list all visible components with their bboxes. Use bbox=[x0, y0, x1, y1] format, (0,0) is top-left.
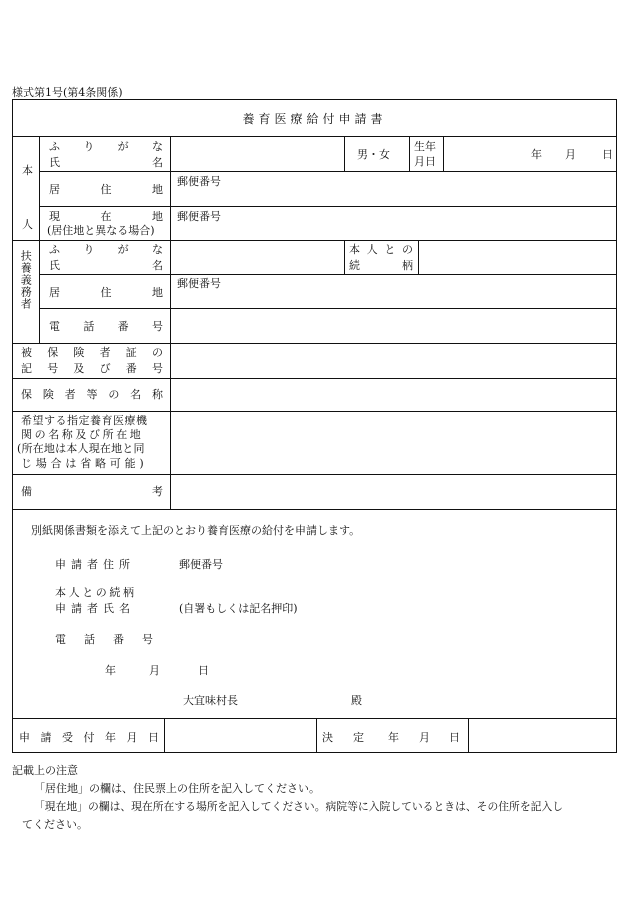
application-statement: 別紙関係書類を添えて上記のとおり養育医療の給付を申請します。 bbox=[31, 524, 361, 537]
honnin-postal-label: 郵便番号 bbox=[177, 175, 221, 188]
form-number: 様式第1号(第4条関係) bbox=[12, 86, 123, 99]
applicant-address-postal: 郵便番号 bbox=[179, 558, 223, 571]
honnin-label-2: 人 bbox=[22, 218, 33, 231]
note-residence: 「居住地」の欄は、住民票上の住所を記入してください。 bbox=[34, 782, 320, 795]
decided-label-2: 定 bbox=[353, 731, 364, 744]
honnin-furigana-label: ふ り が な bbox=[49, 140, 163, 153]
addressee-honorific: 殿 bbox=[351, 694, 362, 707]
hospital-label-3: (所在地は本人現在地と同 bbox=[17, 442, 145, 455]
birth-month-unit: 月 bbox=[565, 148, 576, 161]
honnin-current-label: 現 在 地 bbox=[49, 210, 163, 223]
hospital-label-1: 希望する指定養育医療機 bbox=[21, 414, 148, 427]
birth-label-1: 生年 bbox=[414, 140, 436, 153]
application-date-month: 月 bbox=[149, 664, 160, 677]
applicant-phone-label: 電 話 番 号 bbox=[55, 633, 153, 646]
fuyou-furigana-label: ふ り が な bbox=[49, 243, 163, 256]
form-title: 養育医療給付申請書 bbox=[242, 112, 387, 126]
applicant-relation-label: 本人との続柄 bbox=[55, 586, 137, 599]
fuyou-relation-label-1: 本 人 と の bbox=[349, 243, 413, 256]
note-current-location-cont: てください。 bbox=[22, 818, 88, 831]
insurance-number-label-2: 記 号 及 び 番 号 bbox=[21, 362, 163, 375]
insurer-name-label: 保 険 者 等 の 名 称 bbox=[21, 388, 163, 401]
hospital-label-2: 関の名称及び所在地 bbox=[21, 428, 144, 441]
application-form-table bbox=[12, 99, 617, 753]
applicant-name-note: (自署もしくは記名押印) bbox=[179, 602, 298, 615]
application-date-day: 日 bbox=[198, 664, 209, 677]
received-date-label: 申 請 受 付 年 月 日 bbox=[19, 731, 159, 744]
fuyou-residence-label: 居 住 地 bbox=[49, 286, 163, 299]
honnin-current-note: (居住地と異なる場合) bbox=[47, 224, 155, 237]
decided-label: 決 bbox=[322, 731, 333, 744]
decided-day-unit: 日 bbox=[449, 731, 460, 744]
honnin-residence-label: 居 住 地 bbox=[49, 183, 163, 196]
decided-year-unit: 年 bbox=[388, 731, 399, 744]
honnin-label-1: 本 bbox=[22, 164, 33, 177]
insurance-number-label-1: 被 保 険 者 証 の bbox=[21, 346, 163, 359]
honnin-name-label: 氏 名 bbox=[49, 156, 163, 169]
fuyou-postal-label: 郵便番号 bbox=[177, 277, 221, 290]
application-date-year: 年 bbox=[105, 664, 116, 677]
birth-year-unit: 年 bbox=[531, 148, 542, 161]
applicant-address-label: 申請者住所 bbox=[55, 558, 135, 571]
birth-label-2: 月日 bbox=[414, 155, 436, 168]
honnin-current-postal-label: 郵便番号 bbox=[177, 210, 221, 223]
fuyou-phone-label: 電 話 番 号 bbox=[49, 320, 163, 333]
addressee: 大宜味村長 bbox=[183, 694, 238, 707]
birth-day-unit: 日 bbox=[602, 148, 613, 161]
remarks-label: 備 考 bbox=[21, 485, 163, 498]
hospital-label-4: じ場合は省略可能) bbox=[21, 457, 148, 470]
decided-month-unit: 月 bbox=[419, 731, 430, 744]
note-current-location: 「現在地」の欄は、現在所在する場所を記入してください。病院等に入院しているときは、その住所を記入し bbox=[34, 800, 564, 813]
applicant-name-label: 申請者氏名 bbox=[55, 602, 135, 615]
fuyou-name-label: 氏 名 bbox=[49, 259, 163, 272]
notes-heading: 記載上の注意 bbox=[12, 764, 78, 777]
fuyou-relation-label-2: 続 柄 bbox=[349, 259, 413, 272]
sex-field[interactable]: 男・女 bbox=[357, 148, 390, 161]
fuyou-section-label: 扶養義務者 bbox=[19, 250, 33, 310]
